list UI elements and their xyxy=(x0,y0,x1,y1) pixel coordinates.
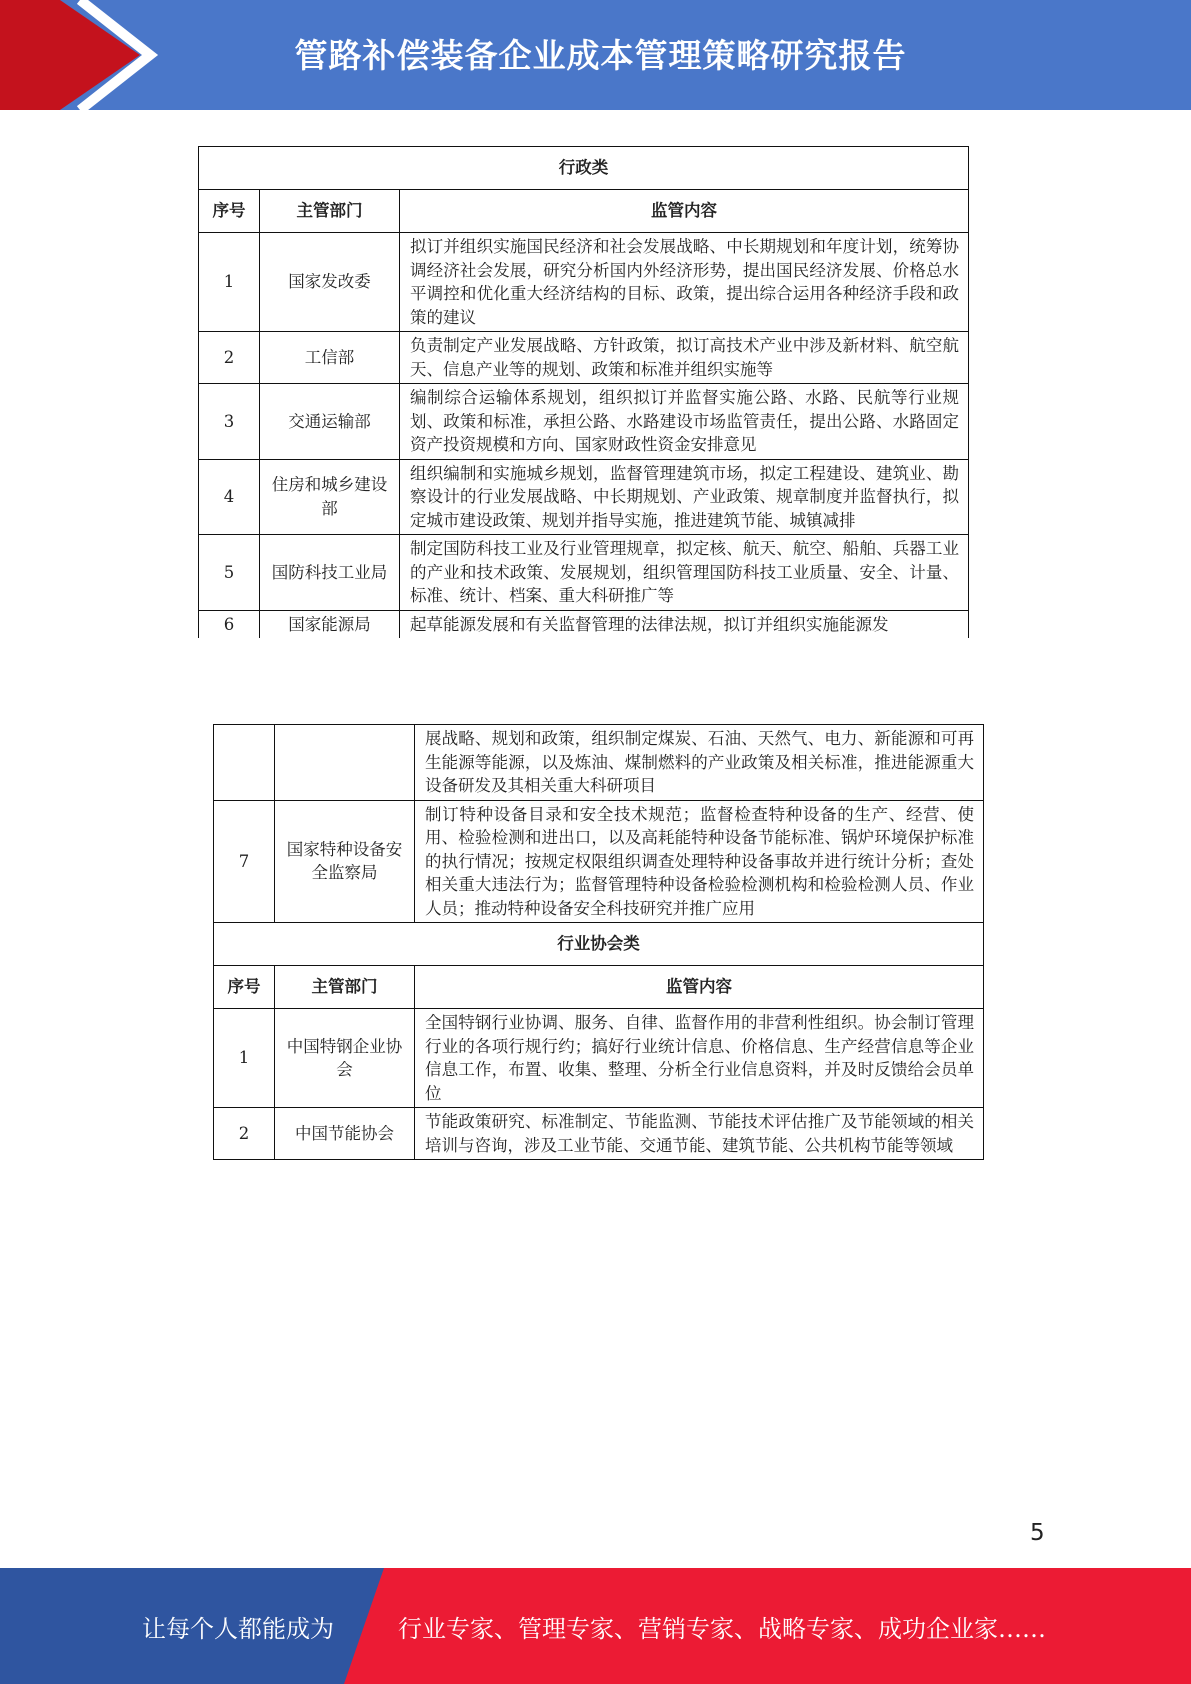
table-row-continued xyxy=(214,725,984,801)
table-row xyxy=(199,332,969,384)
row-dept-empty xyxy=(275,725,415,801)
row-no: 5 xyxy=(199,535,260,611)
header-content: 监管内容 xyxy=(400,190,969,233)
row-no: 1 xyxy=(214,1009,275,1108)
document-title: 管路补偿装备企业成本管理策略研究报告 xyxy=(294,35,907,75)
table-row xyxy=(199,535,969,611)
header-dept: 主管部门 xyxy=(260,190,400,233)
header-no: 序号 xyxy=(199,190,260,233)
section-title-assoc: 行业协会类 xyxy=(214,923,984,966)
page-footer xyxy=(0,1568,1191,1684)
row-content: 组织编制和实施城乡规划，监督管理建筑市场，拟定工程建设、建筑业、勘察设计的行业发展战略、中长期规划、产业政策、规章制度并监督执行，拟定城市建设政策、规划并指导实施，推进建筑节能、城镇减排 xyxy=(400,459,969,535)
table-row xyxy=(199,384,969,460)
row-dept: 工信部 xyxy=(260,332,400,384)
table-row xyxy=(214,1009,984,1108)
row-no: 3 xyxy=(199,384,260,460)
row-dept: 中国特钢企业协会 xyxy=(275,1009,415,1108)
header-no: 序号 xyxy=(214,966,275,1009)
assoc-regulator-table xyxy=(213,724,984,1160)
header-content: 监管内容 xyxy=(415,966,984,1009)
row-dept: 国家发改委 xyxy=(260,233,400,332)
row-dept: 交通运输部 xyxy=(260,384,400,460)
row-no: 1 xyxy=(199,233,260,332)
row-content: 制订特种设备目录和安全技术规范；监督检查特种设备的生产、经营、使用、检验检测和进出口，以及高耗能特种设备节能标准、锅炉环境保护标准的执行情况；按规定权限组织调查处理特种设备事故并进行统计分析；查处相关重大违法行为；监督管理特种设备检验检测机构和检验检测人员、作业人员；推动特种设备安全科技研究并推广应用 xyxy=(415,800,984,923)
section-title-admin: 行政类 xyxy=(199,147,969,190)
row-no-empty xyxy=(214,725,275,801)
row-content: 制定国防科技工业及行业管理规章，拟定核、航天、航空、船舶、兵器工业的产业和技术政策、发展规划，组织管理国防科技工业质量、安全、计量、标准、统计、档案、重大科研推广等 xyxy=(400,535,969,611)
row-no: 6 xyxy=(199,610,260,638)
row-no: 4 xyxy=(199,459,260,535)
table-row xyxy=(199,610,969,638)
row-content: 全国特钢行业协调、服务、自律、监督作用的非营利性组织。协会制订管理行业的各项行规行约；搞好行业统计信息、价格信息、生产经营信息等企业信息工作，布置、收集、整理、分析全行业信息资料，并及时反馈给会员单位 xyxy=(415,1009,984,1108)
row-content: 拟订并组织实施国民经济和社会发展战略、中长期规划和年度计划，统筹协调经济社会发展，研究分析国内外经济形势，提出国民经济发展、价格总水平调控和优化重大经济结构的目标、政策，提出综合运用各种经济手段和政策的建议 xyxy=(400,233,969,332)
footer-slogan-right: 行业专家、管理专家、营销专家、战略专家、成功企业家…… xyxy=(398,1614,1046,1643)
row-content: 负责制定产业发展战略、方针政策，拟订高技术产业中涉及新材料、航空航天、信息产业等的规划、政策和标准并组织实施等 xyxy=(400,332,969,384)
table-row xyxy=(199,459,969,535)
admin-regulator-table xyxy=(198,146,969,638)
row-content: 展战略、规划和政策，组织制定煤炭、石油、天然气、电力、新能源和可再生能源等能源，以及炼油、煤制燃料的产业政策及相关标准，推进能源重大设备研发及其相关重大科研项目 xyxy=(415,725,984,801)
row-no: 2 xyxy=(214,1108,275,1160)
table-row xyxy=(199,233,969,332)
row-content: 编制综合运输体系规划，组织拟订并监督实施公路、水路、民航等行业规划、政策和标准，承担公路、水路建设市场监管责任，提出公路、水路固定资产投资规模和方向、国家财政性资金安排意见 xyxy=(400,384,969,460)
header-dept: 主管部门 xyxy=(275,966,415,1009)
table-row xyxy=(214,800,984,923)
table-header-row xyxy=(199,190,969,233)
footer-slogan-left: 让每个人都能成为 xyxy=(142,1614,334,1643)
row-dept: 国家能源局 xyxy=(260,610,400,638)
row-dept: 国防科技工业局 xyxy=(260,535,400,611)
row-dept: 住房和城乡建设部 xyxy=(260,459,400,535)
row-content: 节能政策研究、标准制定、节能监测、节能技术评估推广及节能领域的相关培训与咨询，涉及工业节能、交通节能、建筑节能、公共机构节能等领域 xyxy=(415,1108,984,1160)
row-dept: 中国节能协会 xyxy=(275,1108,415,1160)
row-no: 2 xyxy=(199,332,260,384)
row-no: 7 xyxy=(214,800,275,923)
page-number: 5 xyxy=(1030,1520,1045,1546)
table-row xyxy=(214,1108,984,1160)
row-content: 起草能源发展和有关监督管理的法律法规，拟订并组织实施能源发 xyxy=(400,610,969,638)
row-dept: 国家特种设备安全监察局 xyxy=(275,800,415,923)
page-header xyxy=(0,0,1191,110)
table-header-row xyxy=(214,966,984,1009)
